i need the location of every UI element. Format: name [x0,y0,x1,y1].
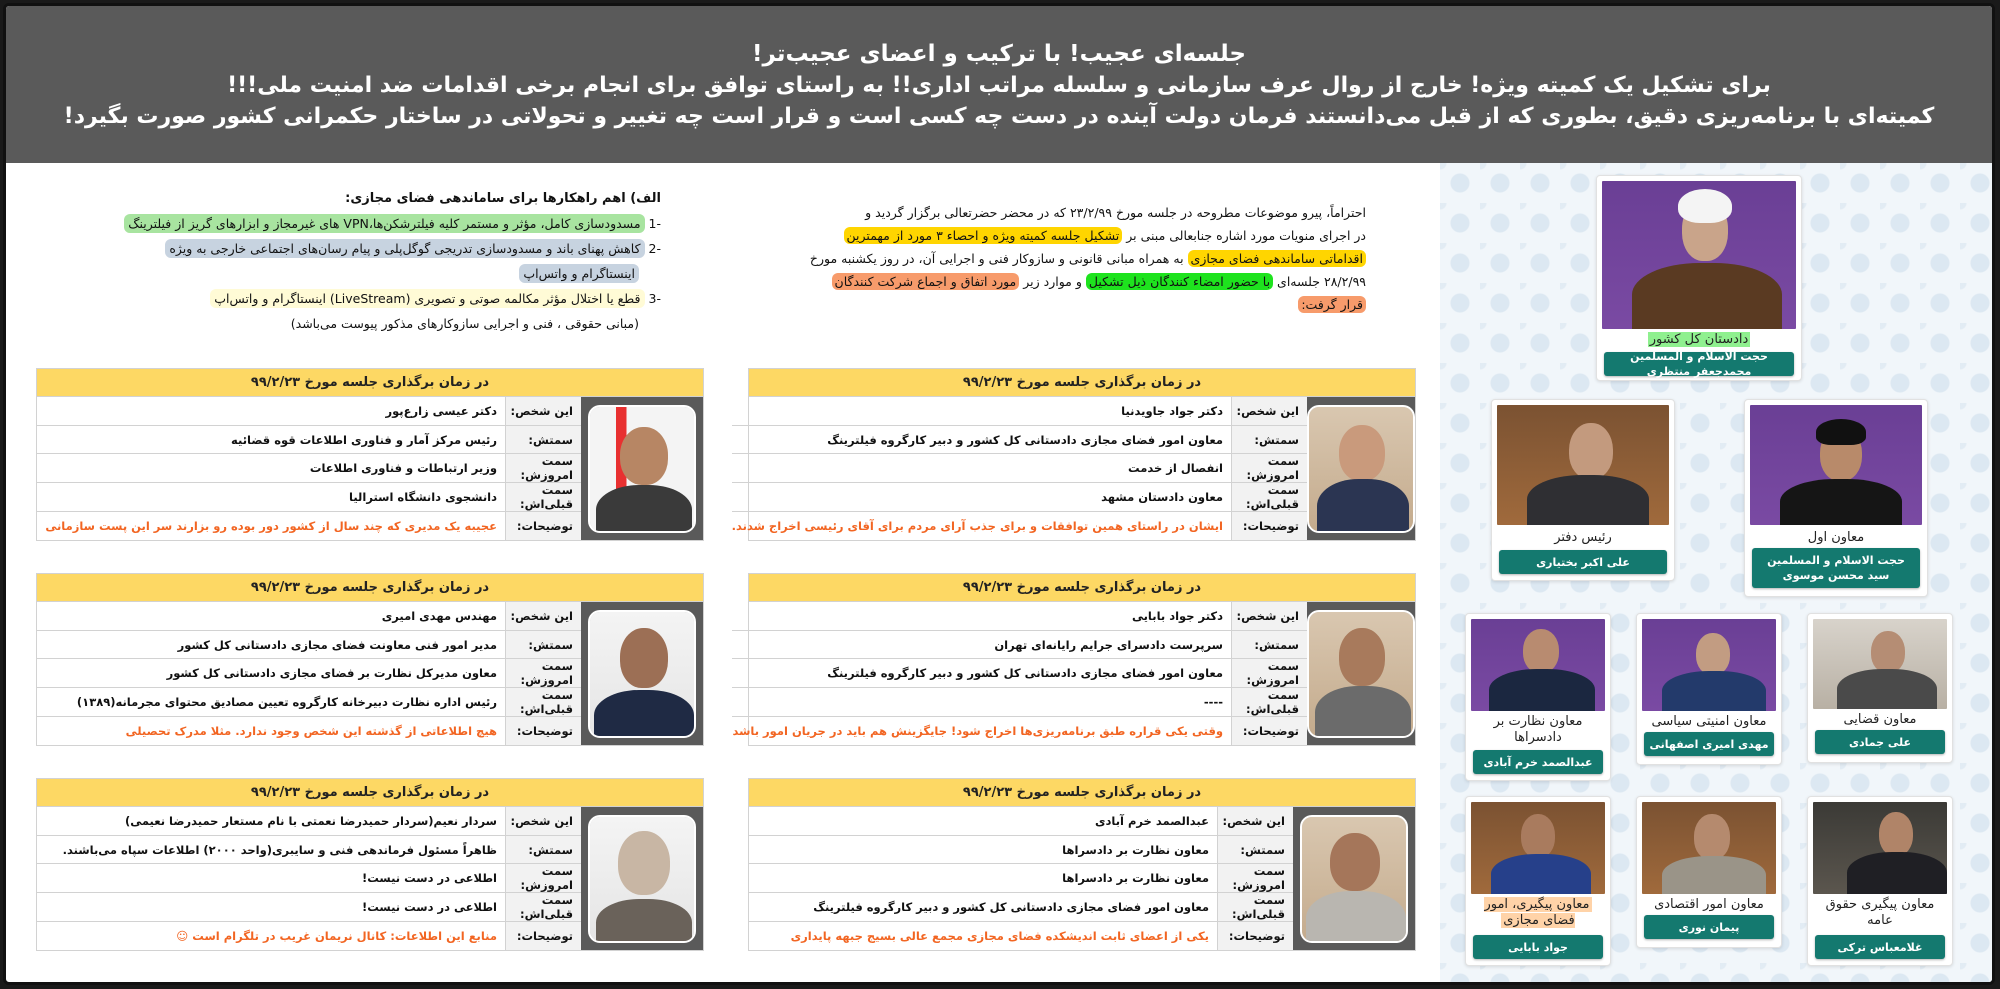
label-position: سمتش: [1231,631,1307,659]
label-person: این شخص: [1217,807,1293,835]
value-person: دکتر جواد جاویدنیا [1121,403,1223,418]
org-card-public-rights-deputy [1807,796,1953,966]
label-notes: توضیحات: [505,922,581,950]
profile-photo [1307,405,1415,533]
intro-line-4: ۲۸/۲/۹۹ جلسه‌ای با حضور امضاء کنندگان ذیل تشکیل و موارد زیر مورد اتفاق و اجماع شرکت کنندگان [766,270,1366,293]
value-previous: دانشجوی دانشگاه استرالیا [349,490,497,505]
org-name-button[interactable]: حجت الاسلام و المسلمین سید محسن موسوی [1752,548,1920,588]
profile-header: در زمان برگذاری جلسه مورخ ۹۹/۲/۲۳ [749,574,1415,602]
org-name-button[interactable]: جواد بابایی [1473,935,1603,959]
document-frame [3,3,1995,985]
profile-card-amiri [36,573,704,746]
org-role: معاون امنیتی سیاسی [1651,714,1767,729]
value-current: معاون نظارت بر دادسراها [1062,871,1209,886]
org-name-button[interactable]: حجت الاسلام و المسلمین محمدجعفر منتظری [1604,352,1794,376]
photo-column [1307,397,1415,540]
org-role: معاون قضایی [1843,712,1917,727]
org-photo [1471,619,1605,711]
org-chart-panel [1440,163,1995,985]
org-photo [1813,619,1947,709]
org-card-chief [1596,175,1802,381]
org-role: معاون اول [1807,530,1865,545]
photo-column [581,602,703,745]
value-person: مهندس مهدی امیری [381,608,497,623]
org-photo [1813,802,1947,894]
profile-photo [588,815,696,943]
label-notes: توضیحات: [1231,512,1307,540]
strategies-title: الف) اهم راهکارها برای ساماندهی فضای مجازی: [345,191,661,206]
org-card-supervision-deputy [1465,613,1611,781]
org-role: معاون پیگیری حقوق عامه [1825,897,1935,928]
org-role: معاون امور اقتصادی [1654,897,1764,912]
value-notes: ایشان در راستای همین توافقات و برای جذب آرای مردم برای آقای رئیسی اخراج شدند. [731,519,1223,534]
value-position: معاون امور فضای مجازی دادستانی کل کشور و دبیر کارگروه فیلترینگ [827,432,1223,447]
org-card-first-deputy [1744,399,1928,597]
value-person: سردار نعیم(سردار حمیدرضا نعمتی با نام مستعار حمیدرضا نعیمی) [124,813,497,828]
label-previous: سمت قبلی‌اش: [1231,483,1307,511]
label-position: سمتش: [1217,836,1293,864]
strategy-item-2-cont: اینستاگرام و واتس‌اپ [91,261,661,286]
value-current: معاون امور فضای مجازی دادستانی کل کشور و دبیر کارگروه فیلترینگ [827,666,1223,681]
label-current: سمت امروزش: [1231,659,1307,687]
org-name-button[interactable]: علی اکبر بختیاری [1499,550,1667,574]
profile-photo [1307,610,1415,738]
org-role: معاون نظارت بر دادسراها [1493,714,1583,745]
profile-photo [588,405,696,533]
value-current: اطلاعی در دست نیست! [361,871,497,886]
photo-column [1293,807,1415,950]
org-role: معاون پیگیری، امور فضای مجازی [1484,897,1590,928]
strategy-item-2: -2کاهش پهنای باند و مسدودسازی تدریجی گوگل‌پلی و پیام رسان‌های اجتماعی خارجی به ویژه [91,236,661,261]
strategies-block [91,186,661,336]
profile-header: در زمان برگذاری جلسه مورخ ۹۹/۲/۲۳ [37,779,703,807]
intro-line-3: اقداماتی ساماندهی فضای مجازی به همراه مبانی قانونی و سازوکار فنی و اجرایی آن، در روز یکشنبه مورخ [766,247,1366,270]
label-person: این شخص: [505,397,581,425]
org-photo [1602,181,1796,329]
label-previous: سمت قبلی‌اش: [1217,893,1293,921]
org-name-button[interactable]: پیمان نوری [1644,915,1774,939]
strategy-item-3: -3قطع یا اختلال مؤثر مکالمه صوتی و تصویری (LiveStream) اینستاگرام و واتس‌اپ [91,286,661,311]
label-notes: توضیحات: [505,717,581,745]
value-position: رئیس مرکز آمار و فناوری اطلاعات قوه قضائیه [231,432,497,447]
value-notes: وقتی یکی قراره طبق برنامه‌ریزی‌ها اخراج شود! جایگزینش هم باید در جریان امور باشد [732,724,1223,739]
label-position: سمتش: [505,631,581,659]
label-current: سمت امروزش: [1231,454,1307,482]
intro-line-1: احتراماً، پیرو موضوعات مطروحه در جلسه مورخ ۲۳/۲/۹۹ که در محضر حضرتعالی برگزار گردید و [865,205,1366,220]
value-current: انفصال از خدمت [1128,461,1223,476]
header-subtitle-1: برای تشکیل یک کمیته ویژه! خارج از روال عرف سازمانی و سلسله مراتب اداری!! به راستای توافق برای انجام برخی اقدامات ضد امنیت ملی!!! [227,72,1771,98]
intro-line-5: قرار گرفت: [766,293,1366,316]
label-current: سمت امروزش: [505,864,581,892]
label-previous: سمت قبلی‌اش: [1231,688,1307,716]
org-card-cyberspace-deputy [1465,796,1611,966]
strategy-item-1: -1مسدودسازی کامل، مؤثر و مستمر کلیه فیلترشکن‌ها،VPN های غیرمجاز و ابزارهای گریز از فیلترینگ [91,211,661,236]
label-previous: سمت قبلی‌اش: [505,893,581,921]
value-person: دکتر جواد بابایی [1131,608,1223,623]
profile-card-javidnia [731,368,1416,541]
label-current: سمت امروزش: [1217,864,1293,892]
label-position: سمتش: [505,426,581,454]
value-previous: معاون امور فضای مجازی دادستانی کل کشور و دبیر کارگروه فیلترینگ [813,900,1209,915]
value-notes: عجیبه یک مدیری که چند سال از کشور دور بوده رو بزارند سر این پست سازمانی [45,519,497,534]
label-current: سمت امروزش: [505,454,581,482]
value-previous: رئیس اداره نظارت دبیرخانه کارگروه تعیین مصادیق محتوای مجرمانه(۱۳۸۹) [76,695,497,710]
value-position: سرپرست دادسرای جرایم رایانه‌ای تهران [994,637,1223,652]
org-photo [1750,405,1922,525]
value-position: مدیر امور فنی معاونت فضای مجازی دادستانی کل کشور [177,637,497,652]
org-photo [1642,802,1776,894]
label-notes: توضیحات: [505,512,581,540]
label-person: این شخص: [505,602,581,630]
org-name-button[interactable]: مهدی امیری اصفهانی [1644,732,1774,756]
label-position: سمتش: [1231,426,1307,454]
org-photo [1497,405,1669,525]
profile-card-babaei [732,573,1416,746]
profile-card-khorramabadi [748,778,1416,951]
profile-card-naeim [36,778,704,951]
profile-header: در زمان برگذاری جلسه مورخ ۹۹/۲/۲۳ [37,369,703,397]
photo-column [581,397,703,540]
org-role: رئیس دفتر [1554,530,1612,545]
value-position: ظاهراً مسئول فرماندهی فنی و سایبری(واحد ۲۰۰۰) اطلاعات سپاه می‌باشند. [62,842,497,857]
profile-card-zarepour [36,368,704,541]
header-subtitle-2: کمیته‌ای با برنامه‌ریزی دقیق، بطوری که از قبل می‌دانستند فرمان دولت آینده در دست چه کسی است و قرار است چه تغییر و تحولاتی در ساختار حکمرانی کشور صورت بگیرد! [63,103,1935,129]
profile-header: در زمان برگذاری جلسه مورخ ۹۹/۲/۲۳ [37,574,703,602]
value-position: معاون نظارت بر دادسراها [1062,842,1209,857]
value-current: وزیر ارتباطات و فناوری اطلاعات [309,461,497,476]
profile-photo [588,610,696,738]
label-notes: توضیحات: [1217,922,1293,950]
org-photo [1642,619,1776,711]
intro-line-2: در اجرای منویات مورد اشاره جنابعالی مبنی بر تشکیل جلسه کمیته ویژه و احصاء ۳ مورد از مهمترین [766,224,1366,247]
org-name-button[interactable]: علی جمادی [1815,730,1945,754]
org-card-judicial-deputy [1807,613,1953,763]
label-position: سمتش: [505,836,581,864]
org-role: دادستان کل کشور [1649,332,1749,347]
intro-paragraph [766,201,1366,316]
org-name-button[interactable]: عبدالصمد خرم آبادی [1473,750,1603,774]
value-person: دکتر عیسی زارع‌پور [385,403,497,418]
profile-header: در زمان برگذاری جلسه مورخ ۹۹/۲/۲۳ [749,779,1415,807]
org-card-security-deputy [1636,613,1782,765]
profile-header: در زمان برگذاری جلسه مورخ ۹۹/۲/۲۳ [749,369,1415,397]
value-notes: یکی از اعضای ثابت اندیشکده فضای مجازی مجمع عالی بسیج جبهه پایداری [790,929,1209,944]
value-previous: معاون دادستان مشهد [1101,490,1223,505]
photo-column [1307,602,1415,745]
photo-column [581,807,703,950]
label-previous: سمت قبلی‌اش: [505,483,581,511]
strategies-note: (مبانی حقوقی ، فنی و اجرایی سازوکارهای مذکور پیوست می‌باشد) [290,316,639,331]
header-banner [6,6,1992,163]
value-previous: اطلاعی در دست نیست! [361,900,497,915]
header-title: جلسه‌ای عجیب! با ترکیب و اعضای عجیب‌تر! [752,40,1246,67]
value-current: معاون مدیرکل نظارت بر فضای مجازی دادستانی کل کشور [166,666,497,681]
label-person: این شخص: [505,807,581,835]
label-previous: سمت قبلی‌اش: [505,688,581,716]
label-person: این شخص: [1231,602,1307,630]
label-current: سمت امروزش: [505,659,581,687]
value-person: عبدالصمد خرم آبادی [1094,813,1209,828]
value-notes: هیچ اطلاعاتی از گذشته این شخص وجود ندارد. مثلا مدرک تحصیلی [125,724,497,739]
org-photo [1471,802,1605,894]
org-card-economic-deputy [1636,796,1782,948]
value-notes: منابع این اطلاعات: کانال نریمان غریب در تلگرام است ☺ [176,929,497,944]
org-card-chief-of-staff [1491,399,1675,581]
org-name-button[interactable]: غلامعباس ترکی [1815,935,1945,959]
profile-photo [1300,815,1408,943]
label-notes: توضیحات: [1231,717,1307,745]
label-person: این شخص: [1231,397,1307,425]
value-previous: ---- [1203,695,1223,710]
